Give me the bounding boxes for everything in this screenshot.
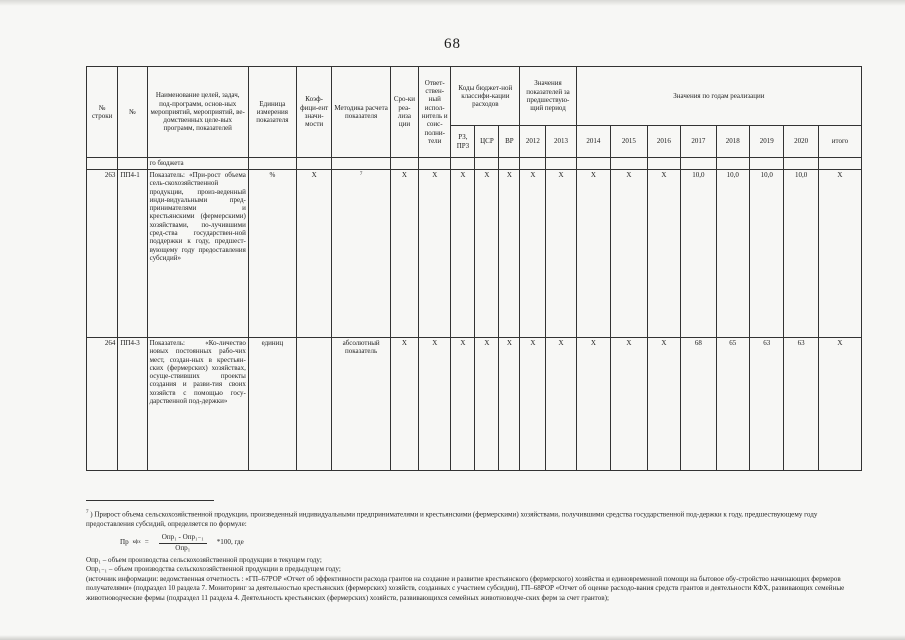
header-year-2017: 2017	[681, 126, 717, 158]
value-2013: X	[546, 338, 576, 471]
rz-cell: X	[451, 338, 475, 471]
footnote-divider	[86, 500, 214, 501]
value-2019: 10,0	[750, 170, 784, 338]
vr-cell: X	[499, 170, 520, 338]
formula-fraction	[159, 533, 207, 553]
footnote-line: Опр₁ – объем производства сельскохозяйственной продукции в текущем году;	[86, 555, 322, 564]
footnote-ref: 7	[359, 172, 363, 177]
value-2012: X	[520, 170, 546, 338]
header-by-years: Значения по годам реализации	[576, 67, 861, 126]
header-year-2018: 2018	[716, 126, 749, 158]
value-2018: 10,0	[716, 170, 749, 338]
footnote-intro	[86, 508, 864, 529]
value-2014: X	[576, 170, 610, 338]
formula-left: Пр	[120, 538, 129, 547]
responsible-cell: X	[419, 170, 451, 338]
scan-edge-top	[0, 0, 905, 6]
header-method: Методика расчета показателя	[332, 67, 390, 158]
header-budget-codes: Коды бюджет-ной классифи-кации расходов	[451, 67, 520, 126]
indicators-table	[86, 66, 862, 471]
continuation-row	[87, 158, 862, 170]
footnote-source: (источник информации: ведомственная отчетность : «ГП–67РОР «Отчет об эффективности расхода грантов на создание и развитие крестьянского (фермерского) хозяйства и единовременной помощи на бытовое обу-стройство начинающих фермеров получателями» (подраздел 10 раздела 7. Мониторинг за деятельностью крестьянских (фермерских) хозяйств, созданных с участием субсидии), ГП–68РОР «Отчет об оценке расходо-вания средств грантов и деятельности КФХ, развивающих семейные животноводческие фермы (подраздел 11 раздела 4. Деятельность крестьянских (фермерских) хозяйств, развивающихся семейных животноводче-ских ферм за счет грантов);	[86, 574, 845, 602]
header-csr: ЦСР	[475, 126, 499, 158]
formula-tail: *100, где	[216, 538, 244, 547]
row-code: ПП4-1	[118, 170, 147, 338]
header-year-2016: 2016	[647, 126, 680, 158]
footnote	[86, 508, 864, 603]
value-2017: 10,0	[681, 170, 717, 338]
footnote-mark: 7	[86, 510, 89, 515]
scan-edge-bottom	[0, 635, 905, 640]
header-year-2019: 2019	[750, 126, 784, 158]
header-year-2020: 2020	[784, 126, 818, 158]
formula-numerator: Опр₁ - Опр₁₋₁	[159, 533, 207, 543]
unit-cell: %	[248, 170, 296, 338]
footnote-text: ) Прирост объема сельскохозяйственной продукции, произведенный индивидуальными предпринимателями и крестьянскими (фермерскими) хозяйствами, получившими средства государственной под-держки к году, предшествующему году предоставления субсидий, определяется по формуле:	[86, 510, 818, 528]
value-2013: X	[546, 170, 576, 338]
header-prev-period: Значения показателей за предшествую-щий период	[520, 67, 576, 126]
header-terms: Сро-ки реа-лиза ции	[390, 67, 418, 158]
header-rz: РЗ, ПР3	[451, 126, 475, 158]
header-coef: Коэф-фици-ент значи-мости	[296, 67, 332, 158]
formula-subscript: кфх	[132, 540, 141, 546]
row-code: ПП4-3	[118, 338, 147, 471]
table-row	[87, 338, 862, 471]
value-2014: X	[576, 338, 610, 471]
formula-denominator: Опр₁	[175, 543, 191, 552]
csr-cell: X	[475, 338, 499, 471]
header-total: итого	[818, 126, 861, 158]
formula-equals: =	[144, 538, 149, 547]
page-number: 68	[444, 36, 461, 52]
coef-cell	[296, 338, 332, 471]
value-2012: X	[520, 338, 546, 471]
responsible-cell: X	[419, 338, 451, 471]
header-vr: ВР	[499, 126, 520, 158]
vr-cell: X	[499, 338, 520, 471]
header-name: Наименование целей, задач, под-программ, основ-ных мероприятий, мероприятий, ве-домственных целе-вых программ, показателей	[147, 67, 248, 158]
header-row-1	[87, 67, 862, 126]
value-2016: X	[647, 170, 680, 338]
terms-cell: X	[390, 170, 418, 338]
csr-cell: X	[475, 170, 499, 338]
value-2015: X	[611, 338, 648, 471]
rz-cell: X	[451, 170, 475, 338]
value-total: X	[818, 338, 861, 471]
formula	[120, 533, 864, 553]
header-year-2012: 2012	[520, 126, 546, 158]
header-year-2015: 2015	[611, 126, 648, 158]
row-number: 263	[87, 170, 118, 338]
continuation-text: го бюджета	[147, 158, 248, 170]
table-row	[87, 170, 862, 338]
indicator-name: Показатель: «Ко-личество новых постоянных рабо-чих мест, создан-ных в крестьян-ских (фермерских) хозяйствах, осуще-ствивших проекты создания и разви-тия своих хозяйств с помощью госу-дарственной под-держки»	[147, 338, 248, 471]
row-number: 264	[87, 338, 118, 471]
value-2019: 63	[750, 338, 784, 471]
value-total: X	[818, 170, 861, 338]
header-unit: Единица измерения показателя	[248, 67, 296, 158]
value-2020: 10,0	[784, 170, 818, 338]
header-year-2013: 2013	[546, 126, 576, 158]
value-2015: X	[611, 170, 648, 338]
value-2018: 65	[716, 338, 749, 471]
value-2016: X	[647, 338, 680, 471]
coef-cell: X	[296, 170, 332, 338]
value-2020: 63	[784, 338, 818, 471]
method-cell: абсолютный показатель	[332, 338, 390, 471]
footnote-line: Опр₁₋₁ – объем производства сельскохозяйственной продукции в предыдущем году;	[86, 565, 341, 574]
header-row-no: № строки	[87, 67, 118, 158]
method-cell	[332, 170, 390, 338]
header-code-no: №	[118, 67, 147, 158]
header-responsible: Ответ-ствен-ный испол-нитель и соис-полни-тели	[419, 67, 451, 158]
indicator-name: Показатель: «При-рост объема сель-скохозяйственной продукции, произ-веденный инди-видуальными пред-принимателями и крестьянскими (фермерскими) хозяйствами, по-лучившими сред-ства государствен-ной поддержки к году, предшест-вующему году предоставления субсидий»	[147, 170, 248, 338]
header-year-2014: 2014	[576, 126, 610, 158]
value-2017: 68	[681, 338, 717, 471]
unit-cell: единиц	[248, 338, 296, 471]
terms-cell: X	[390, 338, 418, 471]
